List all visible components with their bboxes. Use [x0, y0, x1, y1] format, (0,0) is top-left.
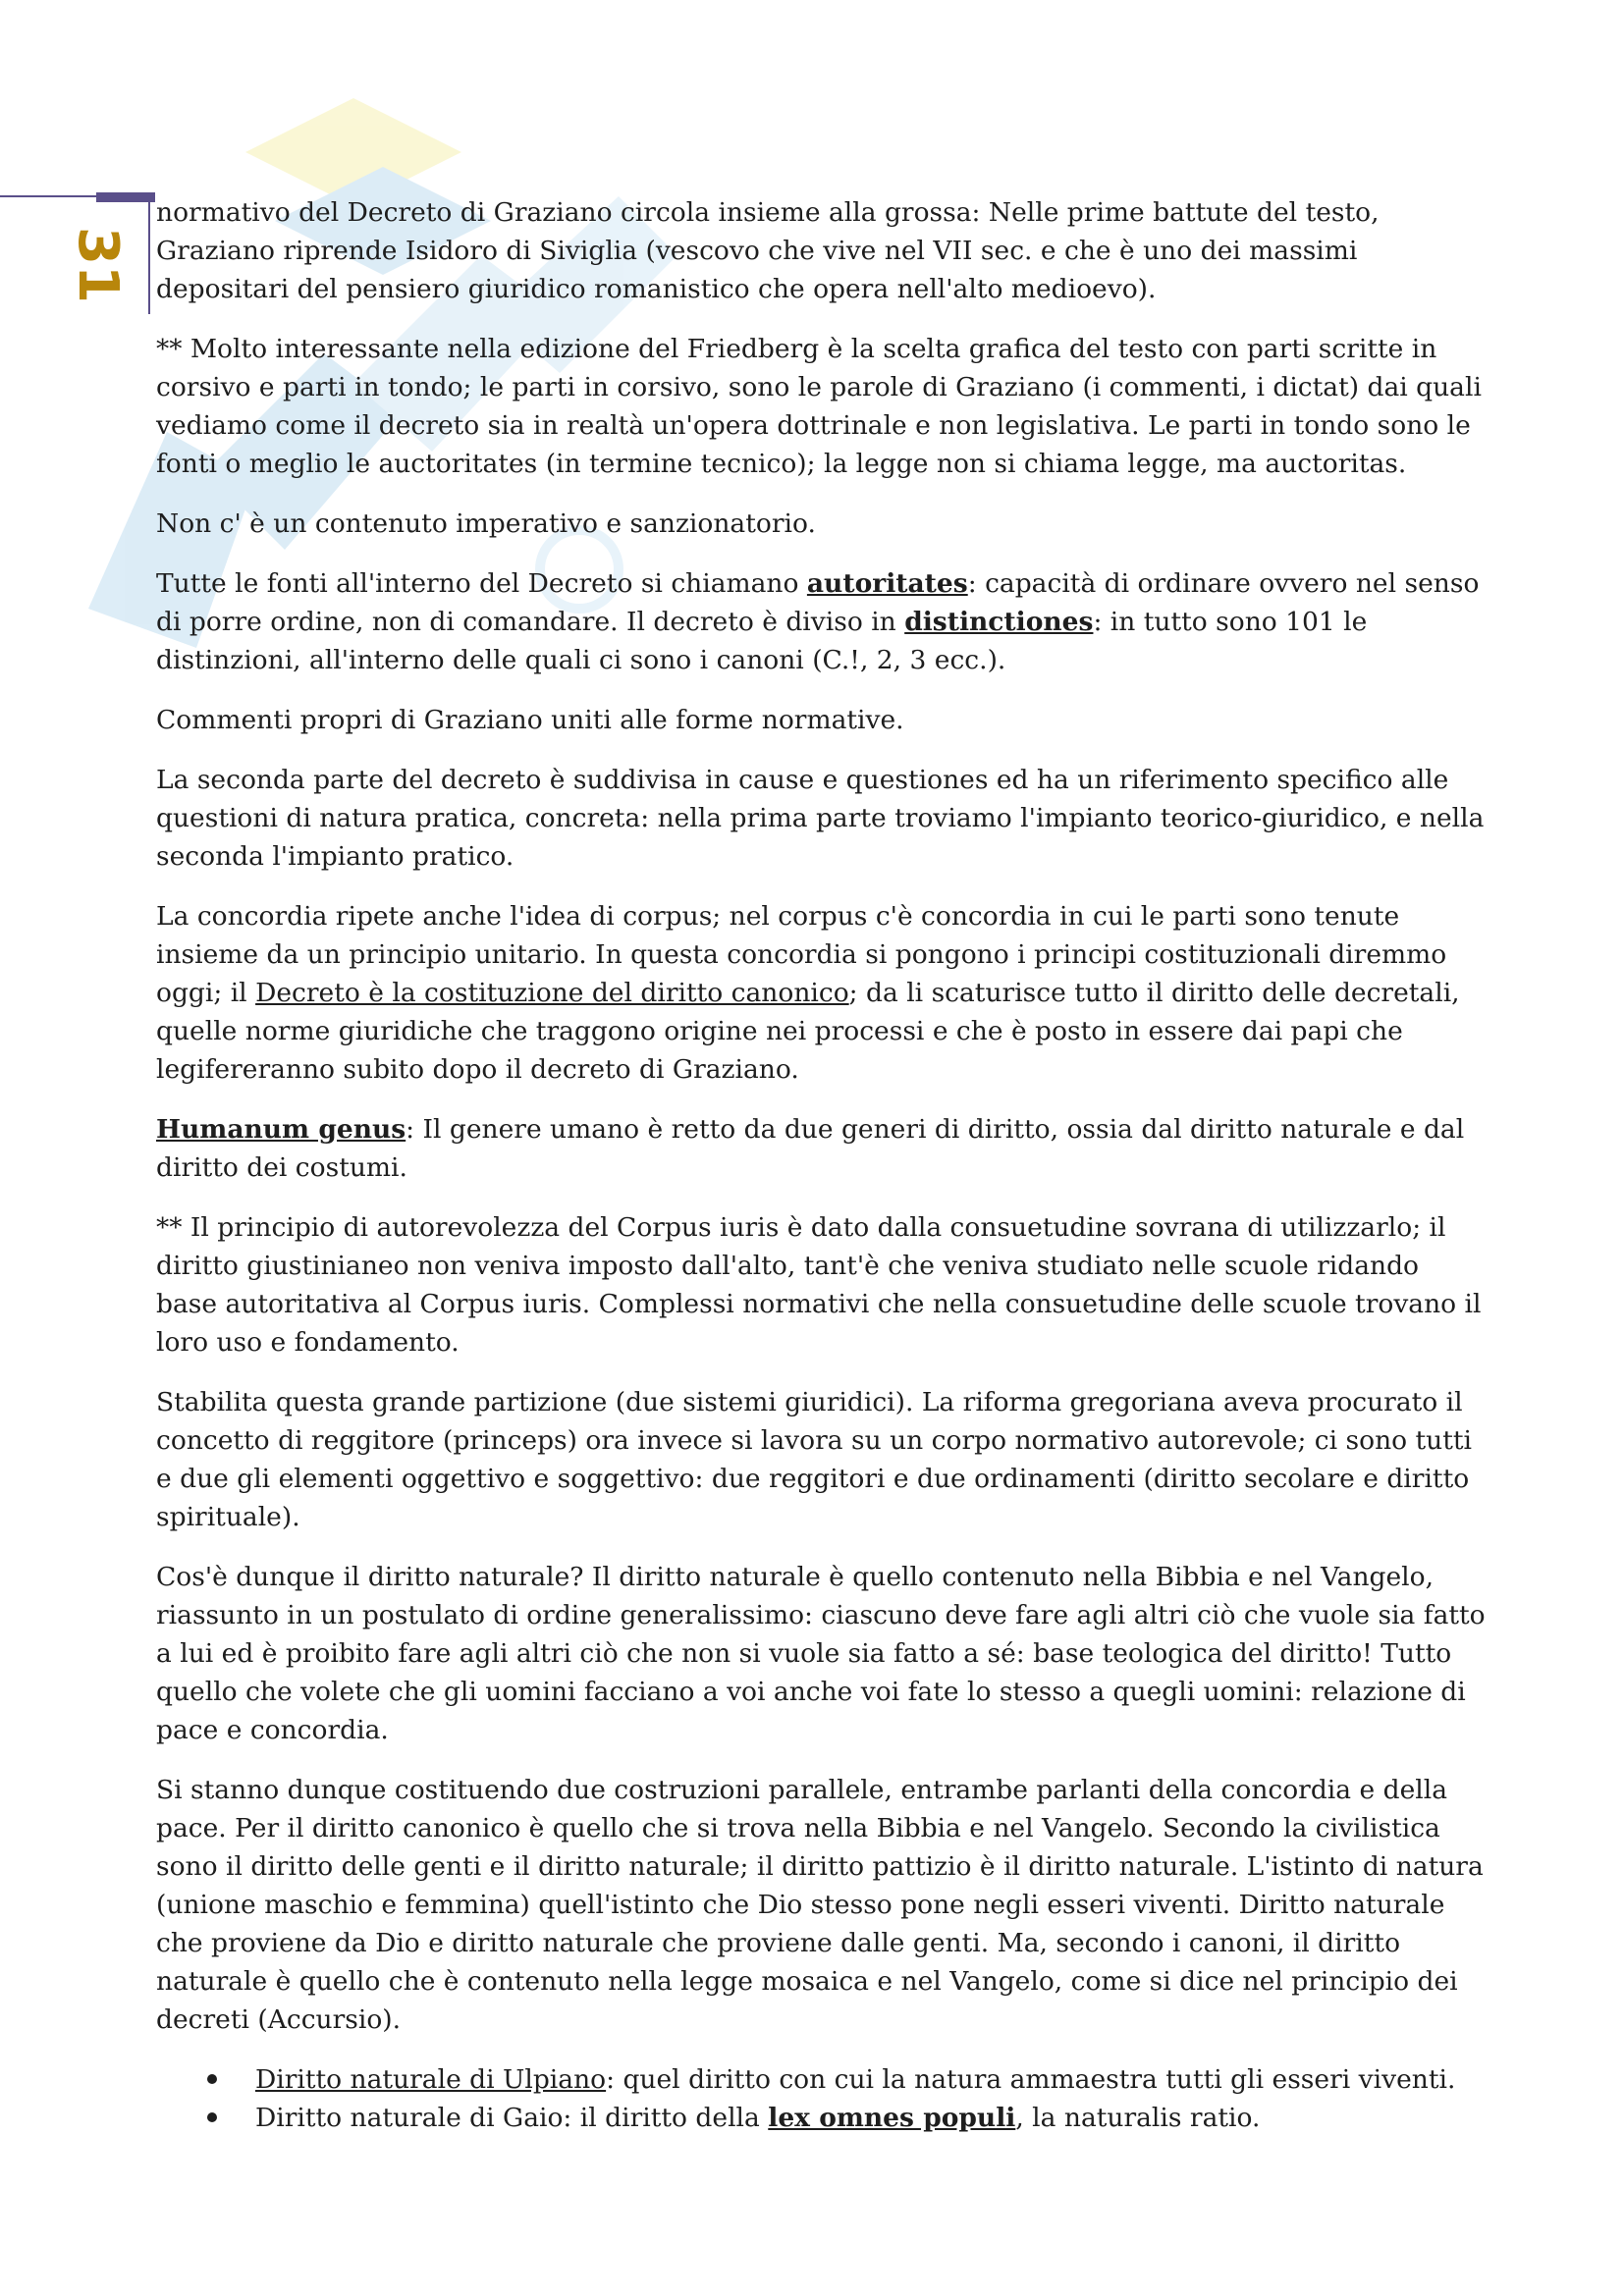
- text-run: Diritto naturale di Gaio: il diritto della: [255, 2103, 769, 2133]
- bullet-icon: [207, 2074, 217, 2084]
- paragraph: [156, 1110, 1487, 1187]
- text-run: Non c' è un contenuto imperativo e sanzionatorio.: [156, 508, 816, 539]
- text-run: : quel diritto con cui la natura ammaestra tutti gli esseri viventi.: [606, 2064, 1456, 2095]
- bold-underlined-term: distinctiones: [904, 607, 1094, 637]
- text-run: La seconda parte del decreto è suddivisa in cause e questiones ed ha un riferimento specifico alle questioni di natura pratica, concreta: nella prima parte troviamo l'impianto teorico-giuridico, e nella seconda l'impianto pratico.: [156, 765, 1485, 872]
- text-run: Tutte le fonti all'interno del Decreto si chiamano: [156, 568, 807, 599]
- header-rule-vertical: [148, 198, 150, 314]
- paragraph: [156, 564, 1487, 679]
- text-run: , la naturalis ratio.: [1015, 2103, 1261, 2133]
- text-run: Cos'è dunque il diritto naturale? Il diritto naturale è quello contenuto nella Bibbia e nel Vangelo, riassunto in un postulato di ordine generalissimo: ciascuno deve fare agli altri ciò che vuole sia fatto a lui ed è proibito fare agli altri ciò che non si vuole sia fatto a sé: base teologica del diritto! Tutto quello che volete che gli uomini facciano a voi anche voi fate lo stesso a quegli uomini: relazione di pace e concordia.: [156, 1562, 1486, 1745]
- bold-underlined-term: autoritates: [806, 568, 968, 599]
- underlined-text: Decreto è la costituzione del diritto canonico: [255, 978, 849, 1008]
- text-run: : capacità di ordinare ovvero nel senso di porre ordine, non di comandare. Il decreto è diviso in: [156, 568, 1480, 637]
- bullet-item: [156, 2060, 1487, 2099]
- text-run: ** Il principio di autorevolezza del Corpus iuris è dato dalla consuetudine sovrana di utilizzarlo; il diritto giustinianeo non veniva imposto dall'alto, tant'è che veniva studiato nelle scuole ridando base autoritativa al Corpus iuris. Complessi normativi che nella consuetudine delle scuole trovano il loro uso e fondamento.: [156, 1212, 1482, 1358]
- page-number: 31: [66, 227, 131, 303]
- paragraph: [156, 701, 1487, 739]
- paragraphs: [156, 193, 1487, 2039]
- text-run: : Il genere umano è retto da due generi di diritto, ossia dal diritto naturale e dal diritto dei costumi.: [156, 1114, 1465, 1183]
- paragraph: [156, 1558, 1487, 1749]
- paragraph: [156, 897, 1487, 1089]
- header-rule-accent: [96, 192, 155, 202]
- bold-underlined-term: Humanum genus: [156, 1114, 406, 1145]
- text-run: : in tutto sono 101 le distinzioni, all'interno delle quali ci sono i canoni (C.!, 2, 3 ecc.).: [156, 607, 1368, 675]
- paragraph: [156, 761, 1487, 876]
- text-run: Si stanno dunque costituendo due costruzioni parallele, entrambe parlanti della concordia e della pace. Per il diritto canonico è quello che si trova nella Bibbia e nel Vangelo. Secondo la civilistica sono il diritto delle genti e il diritto naturale; il diritto pattizio è il diritto naturale. L'istinto di natura (unione maschio e femmina) quell'istinto che Dio stesso pone negli esseri viventi. Diritto naturale che proviene da Dio e diritto naturale che proviene dalle genti. Ma, secondo i canoni, il diritto naturale è quello che è contenuto nella legge mosaica e nel Vangelo, come si dice nel principio dei decreti (Accursio).: [156, 1775, 1484, 2035]
- text-run: ** Molto interessante nella edizione del Friedberg è la scelta grafica del testo con parti scritte in corsivo e parti in tondo; le parti in corsivo, sono le parole di Graziano (i commenti, i dictat) dai quali vediamo come il decreto sia in realtà un'opera dottrinale e non legislativa. Le parti in tondo sono le fonti o meglio le auctoritates (in termine tecnico); la legge non si chiama legge, ma auctoritas.: [156, 334, 1482, 479]
- bold-underlined-term: lex omnes populi: [768, 2103, 1016, 2133]
- paragraph: [156, 193, 1487, 308]
- paragraph: [156, 1208, 1487, 1362]
- text-run: ; da li scaturisce tutto il diritto delle decretali, quelle norme giuridiche che traggono origine nei processi e che è posto in essere dai papi che legifereranno subito dopo il decreto di Graziano.: [156, 978, 1460, 1085]
- paragraph: [156, 505, 1487, 543]
- bullet-item: [156, 2099, 1487, 2137]
- paragraph: [156, 330, 1487, 483]
- bullet-list: [156, 2060, 1487, 2137]
- text-run: La concordia ripete anche l'idea di corpus; nel corpus c'è concordia in cui le parti sono tenute insieme da un principio unitario. In questa concordia si pongono i principi costituzionali diremmo oggi; il: [156, 901, 1447, 1008]
- body-text: [156, 193, 1487, 2137]
- paragraph: [156, 1383, 1487, 1536]
- underlined-text: Diritto naturale di Ulpiano: [255, 2064, 607, 2095]
- bullet-icon: [207, 2112, 217, 2122]
- text-run: Commenti propri di Graziano uniti alle forme normative.: [156, 705, 904, 735]
- text-run: Stabilita questa grande partizione (due sistemi giuridici). La riforma gregoriana aveva procurato il concetto di reggitore (princeps) ora invece si lavora su un corpo normativo autorevole; ci sono tutti e due gli elementi oggettivo e soggettivo: due reggitori e due ordinamenti (diritto secolare e diritto spirituale).: [156, 1387, 1473, 1532]
- paragraph: [156, 1771, 1487, 2039]
- text-run: normativo del Decreto di Graziano circola insieme alla grossa: Nelle prime battute del testo, Graziano riprende Isidoro di Siviglia (vescovo che vive nel VII sec. e che è uno dei massimi depositari del pensiero giuridico romanistico che opera nell'alto medioevo).: [156, 197, 1380, 304]
